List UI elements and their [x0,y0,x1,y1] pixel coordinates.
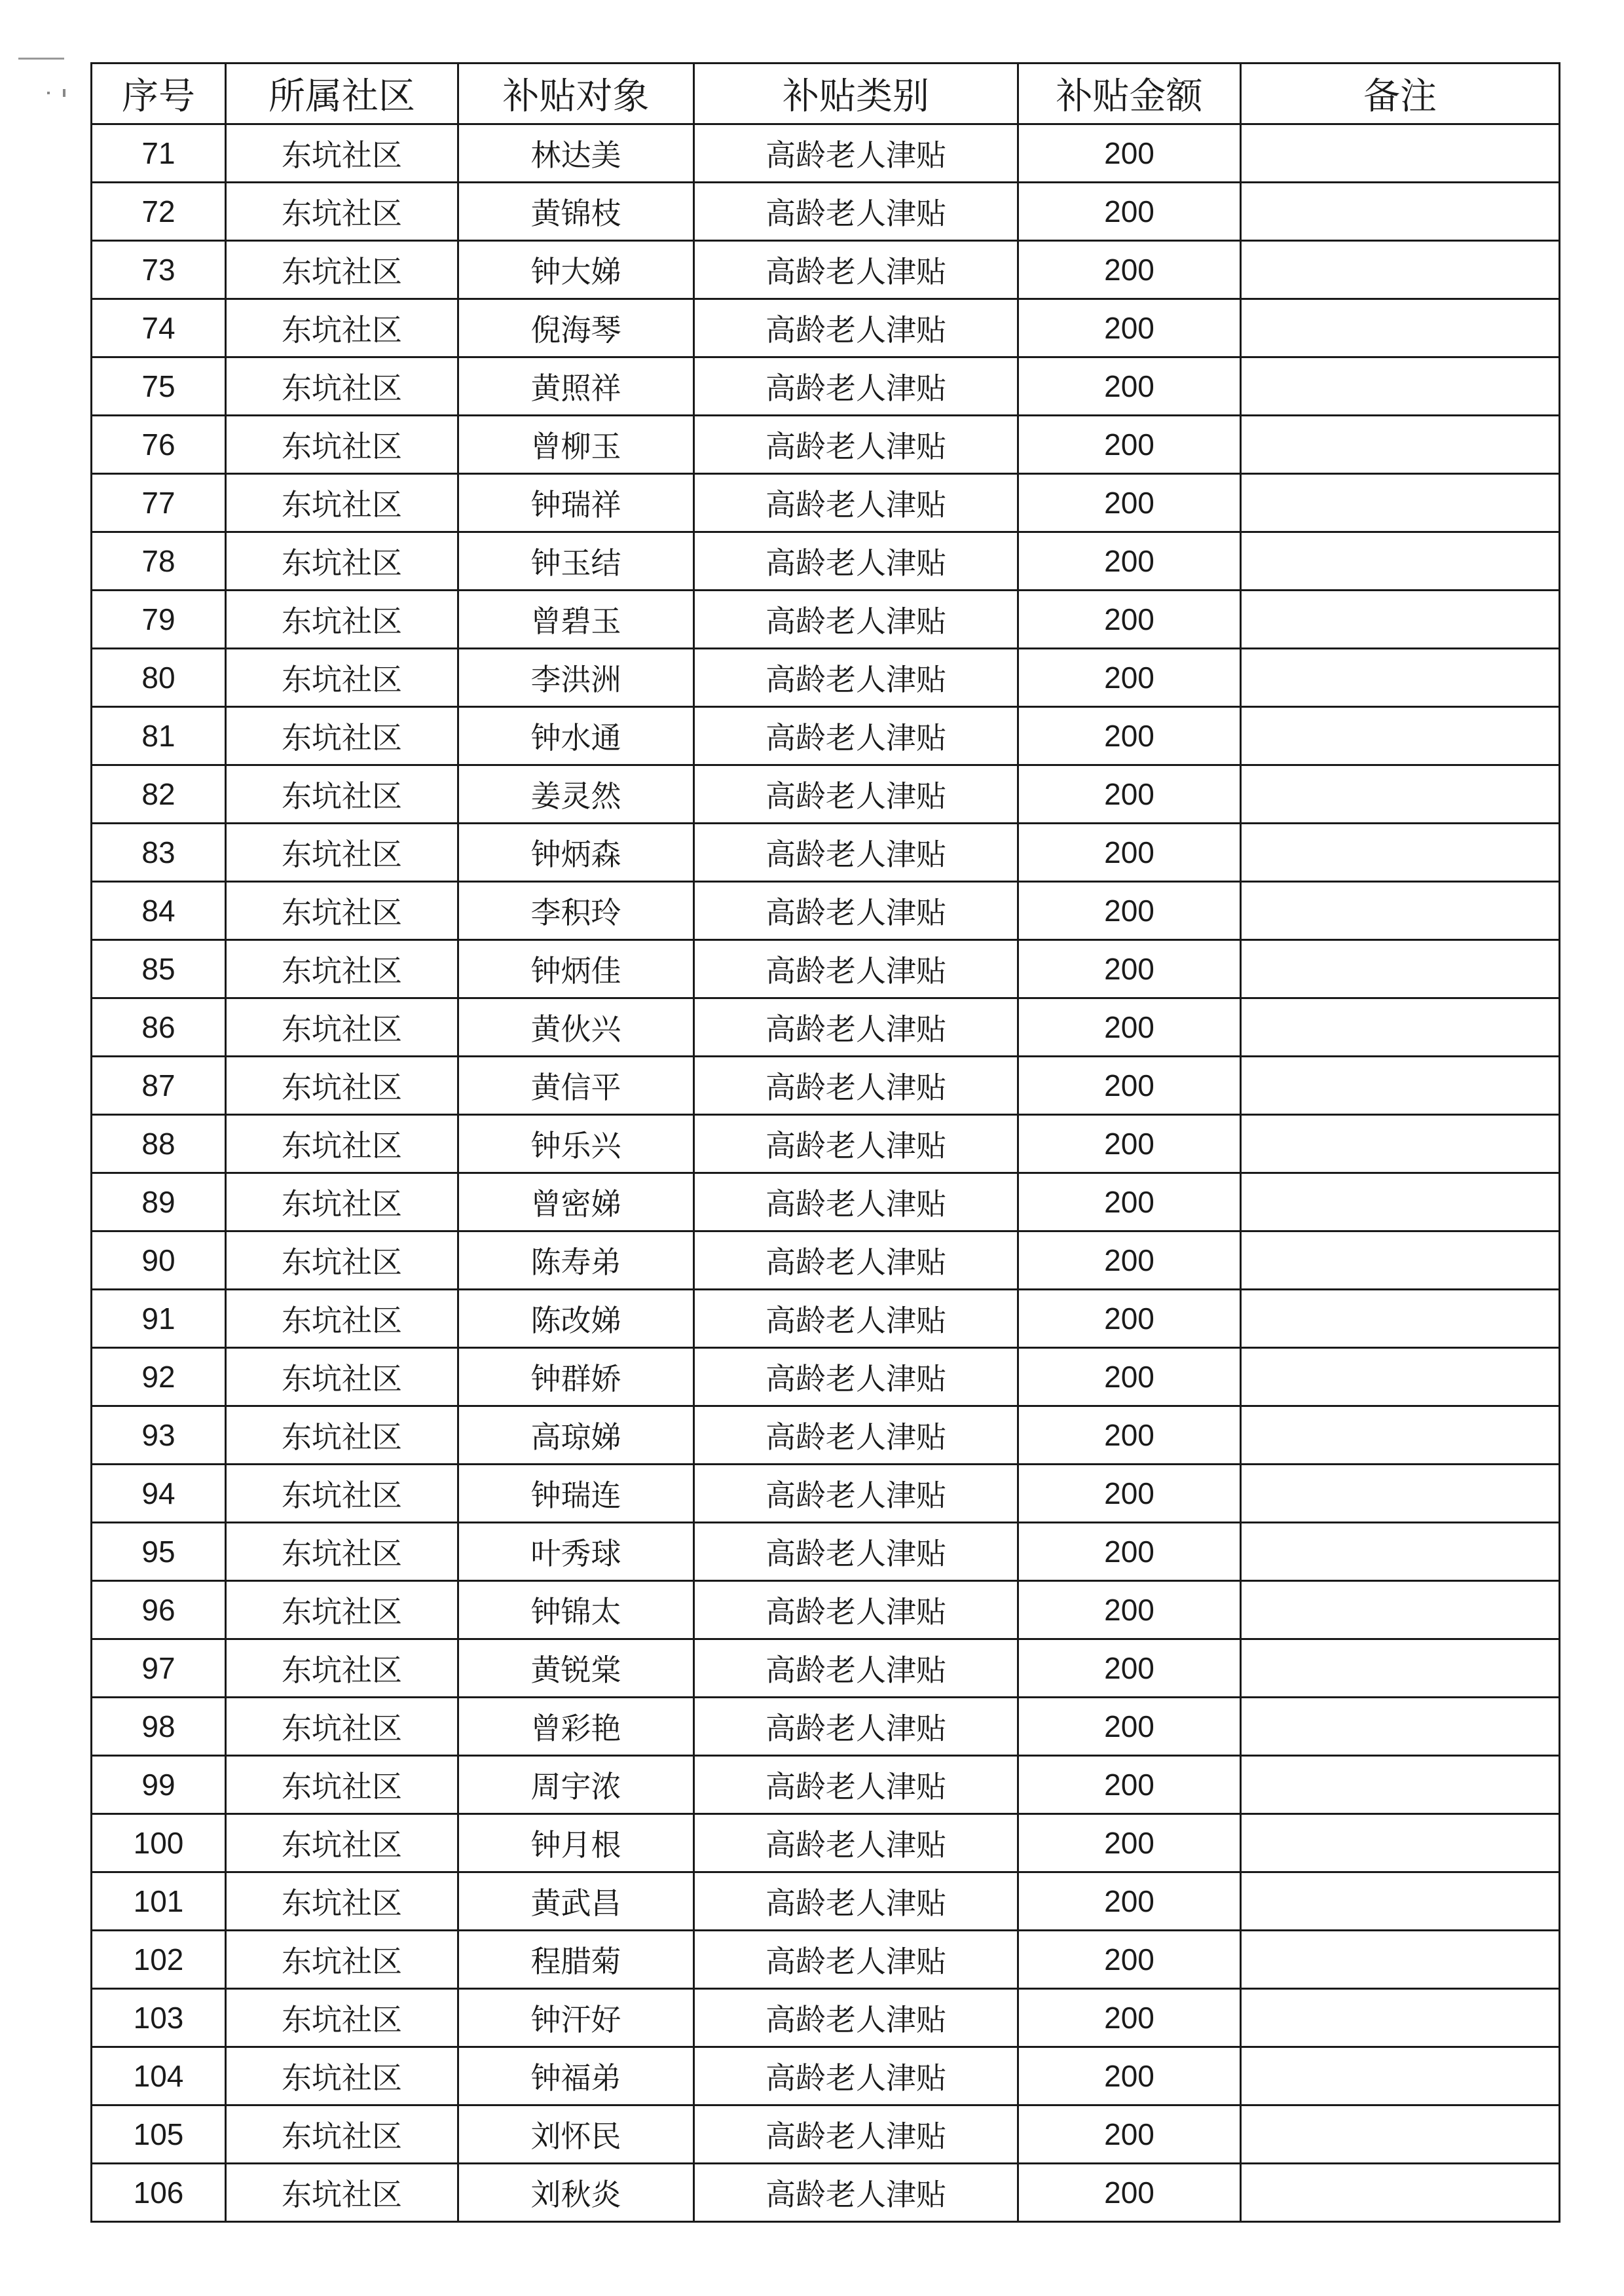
cell-note [1241,1290,1560,1348]
cell-seq: 78 [92,532,226,591]
cell-amount: 200 [1018,591,1241,649]
table-body [92,124,1560,2222]
cell-category: 高龄老人津贴 [694,1639,1018,1698]
cell-amount: 200 [1018,1989,1241,2047]
cell-community: 东坑社区 [226,591,458,649]
cell-amount: 200 [1018,1581,1241,1639]
cell-community: 东坑社区 [226,649,458,707]
cell-note [1241,1698,1560,1756]
cell-seq: 71 [92,124,226,183]
cell-recipient: 钟炳佳 [458,940,694,998]
cell-amount: 200 [1018,1639,1241,1698]
cell-category: 高龄老人津贴 [694,998,1018,1057]
cell-amount: 200 [1018,1173,1241,1231]
cell-recipient: 刘怀民 [458,2105,694,2164]
cell-note [1241,998,1560,1057]
cell-category: 高龄老人津贴 [694,1872,1018,1931]
table-row [92,416,1560,474]
cell-amount: 200 [1018,1756,1241,1814]
cell-recipient: 高琼娣 [458,1406,694,1465]
cell-seq: 98 [92,1698,226,1756]
cell-amount: 200 [1018,940,1241,998]
cell-recipient: 曾彩艳 [458,1698,694,1756]
cell-amount: 200 [1018,357,1241,416]
cell-note [1241,1756,1560,1814]
cell-amount: 200 [1018,1814,1241,1872]
cell-amount: 200 [1018,183,1241,241]
cell-seq: 90 [92,1231,226,1290]
cell-note [1241,241,1560,299]
cell-note [1241,1231,1560,1290]
cell-amount: 200 [1018,824,1241,882]
cell-recipient: 姜灵然 [458,765,694,824]
cell-amount: 200 [1018,474,1241,532]
cell-seq: 86 [92,998,226,1057]
cell-amount: 200 [1018,532,1241,591]
cell-community: 东坑社区 [226,1231,458,1290]
table-row [92,824,1560,882]
table-row [92,1639,1560,1698]
cell-recipient: 钟汗好 [458,1989,694,2047]
cell-note [1241,2164,1560,2222]
cell-category: 高龄老人津贴 [694,824,1018,882]
table-row [92,649,1560,707]
cell-amount: 200 [1018,1115,1241,1173]
scan-artifact [63,89,65,97]
table-row [92,1115,1560,1173]
table-row [92,1931,1560,1989]
cell-category: 高龄老人津贴 [694,1523,1018,1581]
cell-category: 高龄老人津贴 [694,1406,1018,1465]
cell-amount: 200 [1018,1872,1241,1931]
cell-note [1241,1639,1560,1698]
table-row [92,1523,1560,1581]
cell-seq: 77 [92,474,226,532]
cell-seq: 72 [92,183,226,241]
cell-community: 东坑社区 [226,824,458,882]
table-row [92,299,1560,357]
cell-recipient: 钟大娣 [458,241,694,299]
cell-category: 高龄老人津贴 [694,1231,1018,1290]
cell-amount: 200 [1018,765,1241,824]
table-row [92,124,1560,183]
cell-community: 东坑社区 [226,707,458,765]
cell-community: 东坑社区 [226,1406,458,1465]
cell-recipient: 钟群娇 [458,1348,694,1406]
cell-community: 东坑社区 [226,532,458,591]
cell-amount: 200 [1018,2047,1241,2105]
cell-category: 高龄老人津贴 [694,1290,1018,1348]
cell-amount: 200 [1018,649,1241,707]
cell-community: 东坑社区 [226,940,458,998]
cell-community: 东坑社区 [226,357,458,416]
cell-seq: 89 [92,1173,226,1231]
cell-recipient: 黄伙兴 [458,998,694,1057]
cell-seq: 95 [92,1523,226,1581]
cell-recipient: 钟福弟 [458,2047,694,2105]
cell-amount: 200 [1018,1231,1241,1290]
subsidy-table [90,62,1560,2223]
cell-amount: 200 [1018,1290,1241,1348]
cell-amount: 200 [1018,1348,1241,1406]
cell-category: 高龄老人津贴 [694,1465,1018,1523]
cell-seq: 85 [92,940,226,998]
table-row [92,882,1560,940]
cell-seq: 101 [92,1872,226,1931]
cell-recipient: 钟锦太 [458,1581,694,1639]
cell-category: 高龄老人津贴 [694,1173,1018,1231]
cell-note [1241,474,1560,532]
cell-seq: 104 [92,2047,226,2105]
table-row [92,241,1560,299]
cell-category: 高龄老人津贴 [694,940,1018,998]
cell-recipient: 曾柳玉 [458,416,694,474]
cell-community: 东坑社区 [226,1756,458,1814]
cell-note [1241,124,1560,183]
table-row [92,998,1560,1057]
cell-seq: 92 [92,1348,226,1406]
cell-note [1241,416,1560,474]
cell-amount: 200 [1018,998,1241,1057]
table-row [92,940,1560,998]
cell-community: 东坑社区 [226,1639,458,1698]
cell-recipient: 钟水通 [458,707,694,765]
cell-community: 东坑社区 [226,882,458,940]
cell-seq: 91 [92,1290,226,1348]
cell-seq: 75 [92,357,226,416]
table-row [92,2105,1560,2164]
cell-recipient: 曾碧玉 [458,591,694,649]
cell-category: 高龄老人津贴 [694,1931,1018,1989]
cell-recipient: 钟月根 [458,1814,694,1872]
cell-category: 高龄老人津贴 [694,707,1018,765]
scan-artifact [18,58,64,60]
cell-note [1241,1406,1560,1465]
cell-category: 高龄老人津贴 [694,1698,1018,1756]
cell-note [1241,1173,1560,1231]
cell-note [1241,765,1560,824]
cell-recipient: 钟瑞连 [458,1465,694,1523]
cell-community: 东坑社区 [226,1465,458,1523]
cell-seq: 79 [92,591,226,649]
cell-category: 高龄老人津贴 [694,1581,1018,1639]
header-recipient: 补贴对象 [458,64,694,124]
header-community: 所属社区 [226,64,458,124]
table-row [92,357,1560,416]
cell-category: 高龄老人津贴 [694,591,1018,649]
cell-note [1241,707,1560,765]
table-row [92,2047,1560,2105]
cell-category: 高龄老人津贴 [694,241,1018,299]
cell-category: 高龄老人津贴 [694,649,1018,707]
cell-amount: 200 [1018,1057,1241,1115]
cell-note [1241,2047,1560,2105]
cell-category: 高龄老人津贴 [694,532,1018,591]
cell-seq: 106 [92,2164,226,2222]
cell-note [1241,532,1560,591]
table-row [92,183,1560,241]
cell-recipient: 黄锐棠 [458,1639,694,1698]
cell-amount: 200 [1018,882,1241,940]
table-row [92,1872,1560,1931]
table-row [92,1290,1560,1348]
cell-community: 东坑社区 [226,416,458,474]
table-row [92,1348,1560,1406]
cell-amount: 200 [1018,2105,1241,2164]
cell-seq: 84 [92,882,226,940]
cell-category: 高龄老人津贴 [694,357,1018,416]
cell-note [1241,1931,1560,1989]
cell-note [1241,357,1560,416]
header-seq: 序号 [92,64,226,124]
cell-community: 东坑社区 [226,2047,458,2105]
cell-category: 高龄老人津贴 [694,1989,1018,2047]
cell-note [1241,1581,1560,1639]
cell-amount: 200 [1018,1465,1241,1523]
header-amount: 补贴金额 [1018,64,1241,124]
cell-seq: 83 [92,824,226,882]
cell-seq: 81 [92,707,226,765]
table-row [92,1756,1560,1814]
cell-category: 高龄老人津贴 [694,474,1018,532]
cell-category: 高龄老人津贴 [694,2105,1018,2164]
cell-amount: 200 [1018,2164,1241,2222]
cell-note [1241,1814,1560,1872]
table-row [92,1406,1560,1465]
cell-seq: 76 [92,416,226,474]
cell-note [1241,882,1560,940]
header-category: 补贴类别 [694,64,1018,124]
cell-recipient: 黄锦枝 [458,183,694,241]
cell-category: 高龄老人津贴 [694,2164,1018,2222]
cell-recipient: 周宇浓 [458,1756,694,1814]
cell-amount: 200 [1018,124,1241,183]
table-row [92,591,1560,649]
cell-note [1241,1348,1560,1406]
cell-amount: 200 [1018,1523,1241,1581]
cell-note [1241,1872,1560,1931]
cell-recipient: 钟瑞祥 [458,474,694,532]
cell-seq: 93 [92,1406,226,1465]
cell-amount: 200 [1018,1406,1241,1465]
cell-seq: 87 [92,1057,226,1115]
cell-note [1241,183,1560,241]
table-row [92,474,1560,532]
cell-category: 高龄老人津贴 [694,1115,1018,1173]
cell-recipient: 李积玲 [458,882,694,940]
cell-note [1241,299,1560,357]
cell-note [1241,940,1560,998]
cell-amount: 200 [1018,299,1241,357]
table-row [92,532,1560,591]
cell-category: 高龄老人津贴 [694,1814,1018,1872]
cell-recipient: 钟玉结 [458,532,694,591]
cell-seq: 99 [92,1756,226,1814]
cell-recipient: 刘秋炎 [458,2164,694,2222]
scan-artifact [47,92,50,94]
cell-seq: 74 [92,299,226,357]
cell-community: 东坑社区 [226,1872,458,1931]
cell-recipient: 陈寿弟 [458,1231,694,1290]
cell-category: 高龄老人津贴 [694,765,1018,824]
table-header-row [92,64,1560,124]
table-row [92,1465,1560,1523]
cell-note [1241,1465,1560,1523]
cell-community: 东坑社区 [226,474,458,532]
cell-note [1241,2105,1560,2164]
cell-seq: 96 [92,1581,226,1639]
cell-recipient: 林达美 [458,124,694,183]
cell-seq: 82 [92,765,226,824]
table-row [92,707,1560,765]
table-row [92,765,1560,824]
cell-category: 高龄老人津贴 [694,1057,1018,1115]
cell-amount: 200 [1018,707,1241,765]
cell-seq: 88 [92,1115,226,1173]
table-row [92,1989,1560,2047]
cell-amount: 200 [1018,1698,1241,1756]
cell-category: 高龄老人津贴 [694,124,1018,183]
cell-seq: 103 [92,1989,226,2047]
cell-recipient: 叶秀球 [458,1523,694,1581]
cell-community: 东坑社区 [226,1931,458,1989]
cell-category: 高龄老人津贴 [694,299,1018,357]
cell-recipient: 程腊菊 [458,1931,694,1989]
cell-category: 高龄老人津贴 [694,2047,1018,2105]
cell-note [1241,1523,1560,1581]
cell-note [1241,1057,1560,1115]
cell-seq: 100 [92,1814,226,1872]
cell-note [1241,824,1560,882]
cell-community: 东坑社区 [226,1698,458,1756]
cell-recipient: 钟乐兴 [458,1115,694,1173]
table-row [92,1173,1560,1231]
cell-community: 东坑社区 [226,1581,458,1639]
cell-note [1241,1115,1560,1173]
cell-note [1241,591,1560,649]
cell-category: 高龄老人津贴 [694,882,1018,940]
cell-community: 东坑社区 [226,183,458,241]
cell-recipient: 倪海琴 [458,299,694,357]
table-row [92,1581,1560,1639]
cell-recipient: 黄信平 [458,1057,694,1115]
cell-amount: 200 [1018,416,1241,474]
cell-category: 高龄老人津贴 [694,1756,1018,1814]
cell-recipient: 黄武昌 [458,1872,694,1931]
cell-seq: 102 [92,1931,226,1989]
cell-seq: 94 [92,1465,226,1523]
cell-community: 东坑社区 [226,1523,458,1581]
cell-amount: 200 [1018,241,1241,299]
table-row [92,1231,1560,1290]
cell-community: 东坑社区 [226,2105,458,2164]
cell-community: 东坑社区 [226,241,458,299]
cell-community: 东坑社区 [226,1814,458,1872]
cell-community: 东坑社区 [226,1989,458,2047]
table-row [92,1057,1560,1115]
cell-community: 东坑社区 [226,1348,458,1406]
cell-amount: 200 [1018,1931,1241,1989]
cell-recipient: 钟炳森 [458,824,694,882]
cell-recipient: 黄照祥 [458,357,694,416]
cell-community: 东坑社区 [226,765,458,824]
cell-community: 东坑社区 [226,1290,458,1348]
cell-note [1241,1989,1560,2047]
cell-recipient: 曾密娣 [458,1173,694,1231]
header-note: 备注 [1241,64,1560,124]
cell-seq: 105 [92,2105,226,2164]
cell-category: 高龄老人津贴 [694,1348,1018,1406]
cell-seq: 80 [92,649,226,707]
cell-seq: 73 [92,241,226,299]
cell-community: 东坑社区 [226,1173,458,1231]
cell-recipient: 李洪洲 [458,649,694,707]
table-row [92,2164,1560,2222]
cell-community: 东坑社区 [226,1115,458,1173]
cell-category: 高龄老人津贴 [694,183,1018,241]
cell-community: 东坑社区 [226,124,458,183]
cell-recipient: 陈改娣 [458,1290,694,1348]
cell-community: 东坑社区 [226,1057,458,1115]
cell-category: 高龄老人津贴 [694,416,1018,474]
table-row [92,1698,1560,1756]
cell-seq: 97 [92,1639,226,1698]
cell-community: 东坑社区 [226,2164,458,2222]
cell-community: 东坑社区 [226,299,458,357]
table-row [92,1814,1560,1872]
cell-community: 东坑社区 [226,998,458,1057]
cell-note [1241,649,1560,707]
